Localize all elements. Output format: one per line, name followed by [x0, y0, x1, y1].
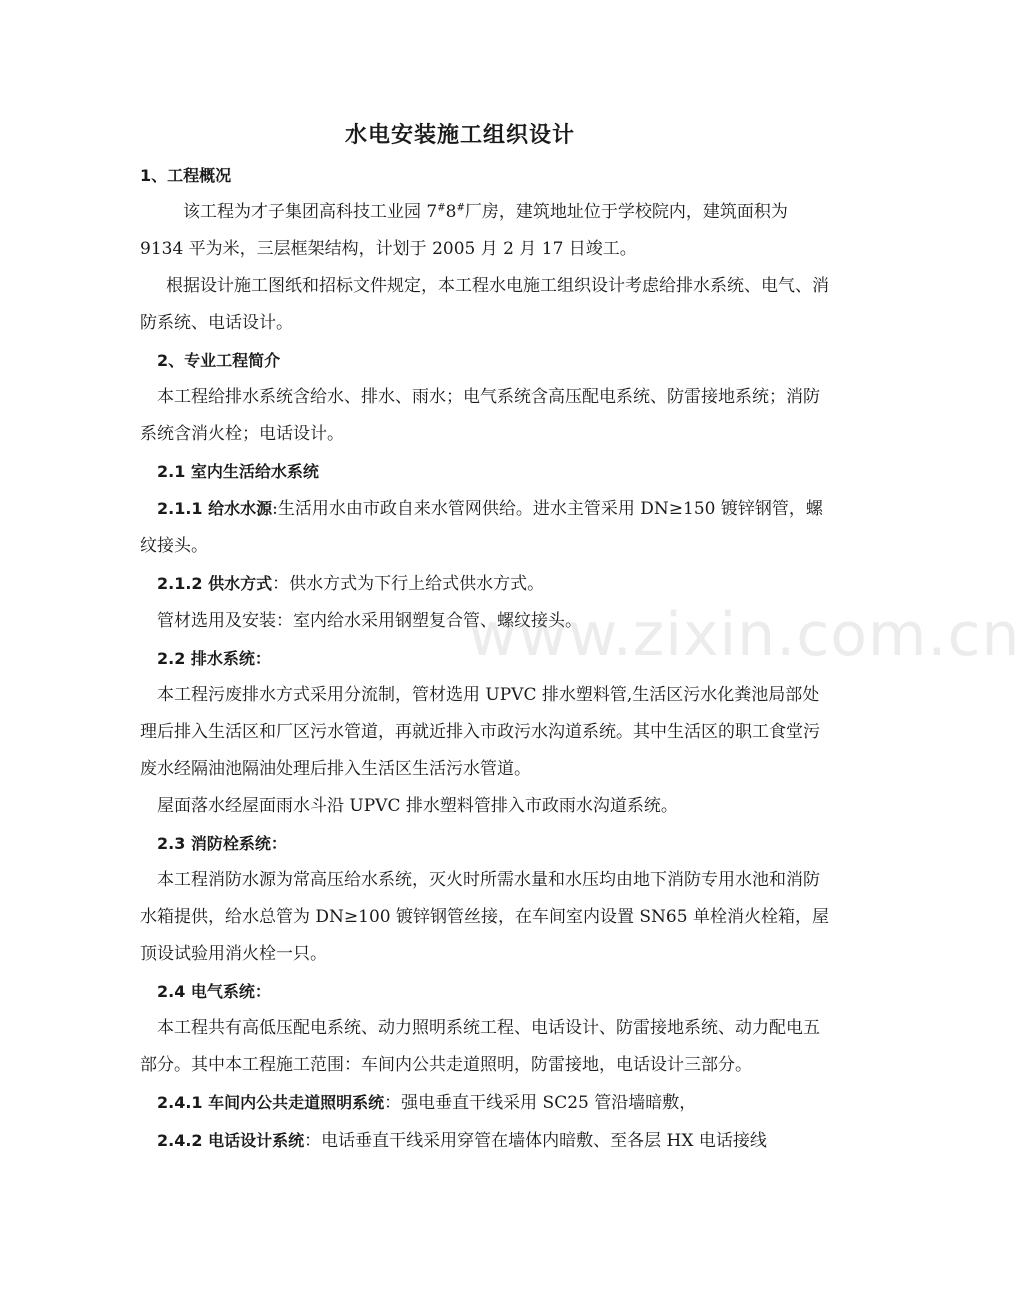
section-2-4-2-paragraph [140, 1122, 830, 1160]
section-2-2-paragraph-1: 本工程污废排水方式采用分流制，管材选用 UPVC 排水塑料管,生活区污水化粪池局部处理后排入生活区和厂区污水管道，再就近排入市政污水沟道系统。其中生活区的职工食堂污废水经隔油池隔油处理后排入生活区生活污水管道。 [140, 685, 820, 779]
section-2-1-heading: 2.1 室内生活给水系统 [157, 462, 319, 481]
section-2-1-2-paragraph [140, 565, 830, 603]
section-2-4-2-text: ：电话垂直干线采用穿管在墙体内暗敷、至各层 HX 电话接线 [304, 1131, 767, 1151]
section-2-heading: 2、专业工程简介 [157, 351, 281, 370]
section-2-4-1-label: 2.4.1 车间内公共走道照明系统 [157, 1093, 385, 1112]
section-2-4-2-label: 2.4.2 电话设计系统 [157, 1131, 305, 1150]
p1-text-b: 8 [445, 202, 457, 222]
section-2-4-1-paragraph [140, 1084, 830, 1122]
section-2-2-heading: 2.2 排水系统： [157, 649, 271, 668]
document-title: 水电安装施工组织设计 [344, 123, 575, 148]
section-2-paragraph-1: 本工程给排水系统含给水、排水、雨水；电气系统含高压配电系统、防雷接地系统；消防系统含消火栓；电话设计。 [140, 387, 820, 444]
section-2-3-heading: 2.3 消防栓系统： [157, 834, 287, 853]
document-body [140, 157, 830, 1160]
section-1-paragraph-2: 根据设计施工图纸和招标文件规定，本工程水电施工组织设计考虑给排水系统、电气、消防系统、电话设计。 [140, 276, 829, 333]
pipe-material-paragraph: 管材选用及安装：室内给水采用钢塑复合管、螺纹接头。 [157, 611, 582, 631]
section-2-3-paragraph-1: 本工程消防水源为常高压给水系统，灭火时所需水量和水压均由地下消防专用水池和消防水箱提供，给水总管为 DN≥100 镀锌钢管丝接，在车间室内设置 SN65 单栓消火栓箱，屋顶设试验用消火栓一只。 [140, 870, 829, 964]
section-2-1-2-label: 2.1.2 供水方式 [157, 574, 273, 593]
section-2-2-paragraph-2: 屋面落水经屋面雨水斗沿 UPVC 排水塑料管排入市政雨水沟道系统。 [157, 796, 678, 816]
site-watermark: www.zixin.com.cn [468, 600, 1020, 670]
p1-text-c: 厂房，建筑地址位于学校院内，建筑面积为 9134 平为米，三层框架结构，计划于 2005 月 2 月 17 日竣工。 [140, 202, 788, 259]
section-2-1-2-text: ：供水方式为下行上给式供水方式。 [272, 574, 545, 594]
section-2-4-heading: 2.4 电气系统： [157, 982, 271, 1001]
section-2-1-1-paragraph [140, 490, 830, 565]
section-1-paragraph-1 [140, 194, 830, 268]
p1-superscript-2: # [456, 202, 465, 214]
section-2-1-1-label: 2.1.1 给水水源 [157, 499, 273, 518]
section-1-heading: 1、工程概况 [140, 166, 232, 185]
p1-superscript-1: # [437, 202, 446, 214]
section-2-4-1-text: ：强电垂直干线采用 SC25 管沿墙暗敷， [384, 1093, 697, 1113]
section-2-1-1-text: :生活用水由市政自来水管网供给。进水主管采用 DN≥150 镀锌钢管，螺纹接头。 [140, 499, 823, 556]
p1-text-a: 该工程为才子集团高科技工业园 7 [183, 202, 438, 222]
section-2-4-paragraph-1: 本工程共有高低压配电系统、动力照明系统工程、电话设计、防雷接地系统、动力配电五部分。其中本工程施工范围：车间内公共走道照明，防雷接地，电话设计三部分。 [140, 1018, 820, 1075]
